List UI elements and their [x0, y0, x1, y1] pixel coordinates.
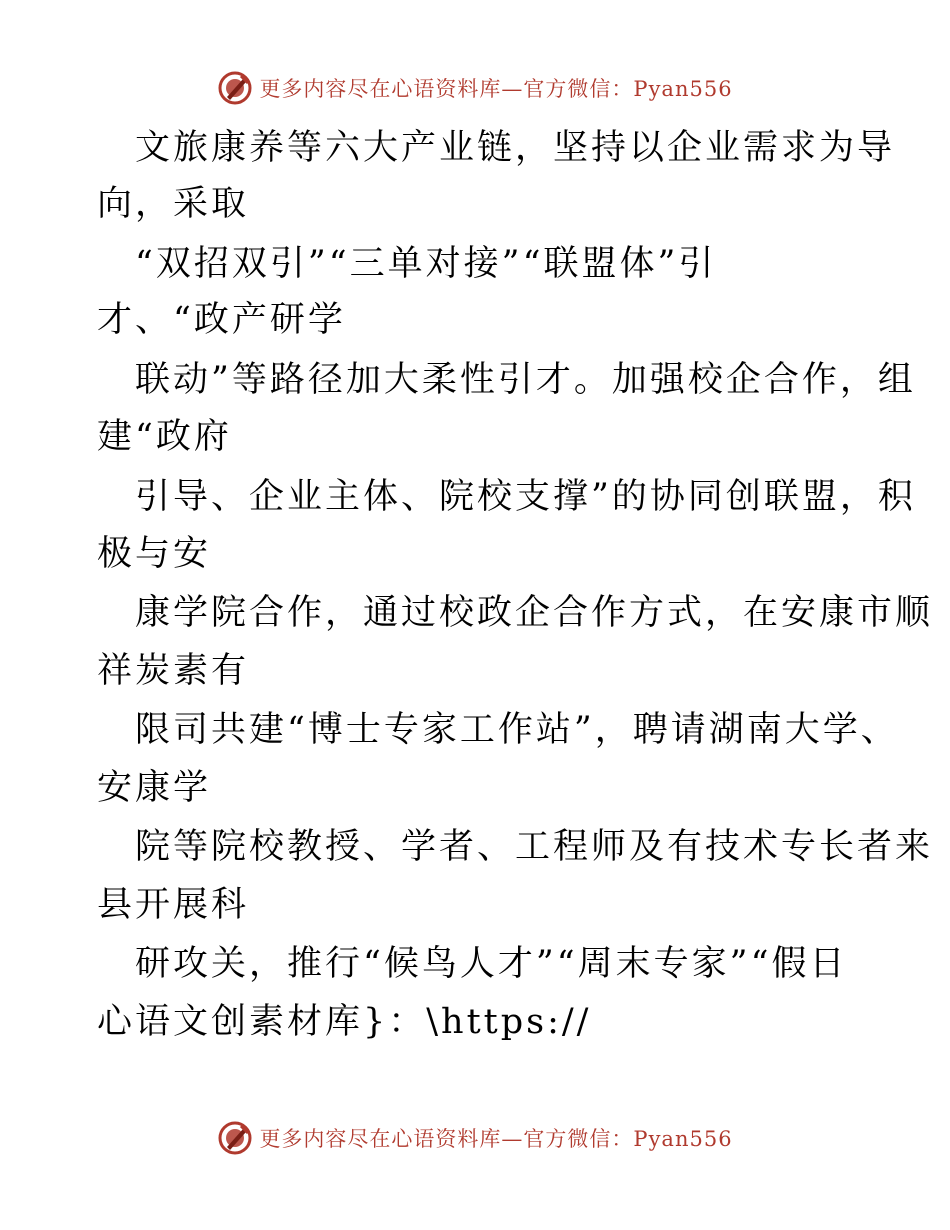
text-line: 祥炭素有: [97, 651, 250, 691]
pen-seal-logo-icon: [217, 1120, 253, 1156]
footer-banner: [0, 1120, 950, 1156]
text-line: “双招双引”“三单对接”“联盟体”引: [135, 244, 717, 284]
pen-seal-logo-icon: [217, 70, 253, 106]
text-line: 才、“政产研学: [97, 300, 346, 340]
header-banner-text: 更多内容尽在心语资料库—官方微信：Pyan556: [259, 77, 733, 101]
text-line: 研攻关，推行“候鸟人才”“周末专家”“假日: [135, 944, 848, 984]
text-line: 引导、企业主体、院校支撑”的协同创联盟，积: [135, 477, 916, 517]
footer-banner-text: 更多内容尽在心语资料库—官方微信：Pyan556: [259, 1127, 733, 1151]
text-line: 院等院校教授、学者、工程师及有技术专长者来: [135, 827, 934, 867]
text-line: 安康学: [97, 768, 212, 808]
text-line: 极与安: [97, 534, 212, 574]
text-line: 向，采取: [97, 184, 250, 224]
text-line: 文旅康养等六大产业链，坚持以企业需求为导: [135, 128, 896, 168]
text-line: 建“政府: [97, 417, 232, 457]
text-line: 心语文创素材库}：\https://: [97, 1002, 592, 1042]
text-line: 限司共建“博士专家工作站”，聘请湖南大学、: [135, 710, 899, 750]
text-line: 联动”等路径加大柔性引才。加强校企合作，组: [135, 360, 916, 400]
text-line: 县开展科: [97, 885, 250, 925]
header-banner: [0, 70, 950, 106]
text-line: 康学院合作，通过校政企合作方式，在安康市顺: [135, 593, 934, 633]
